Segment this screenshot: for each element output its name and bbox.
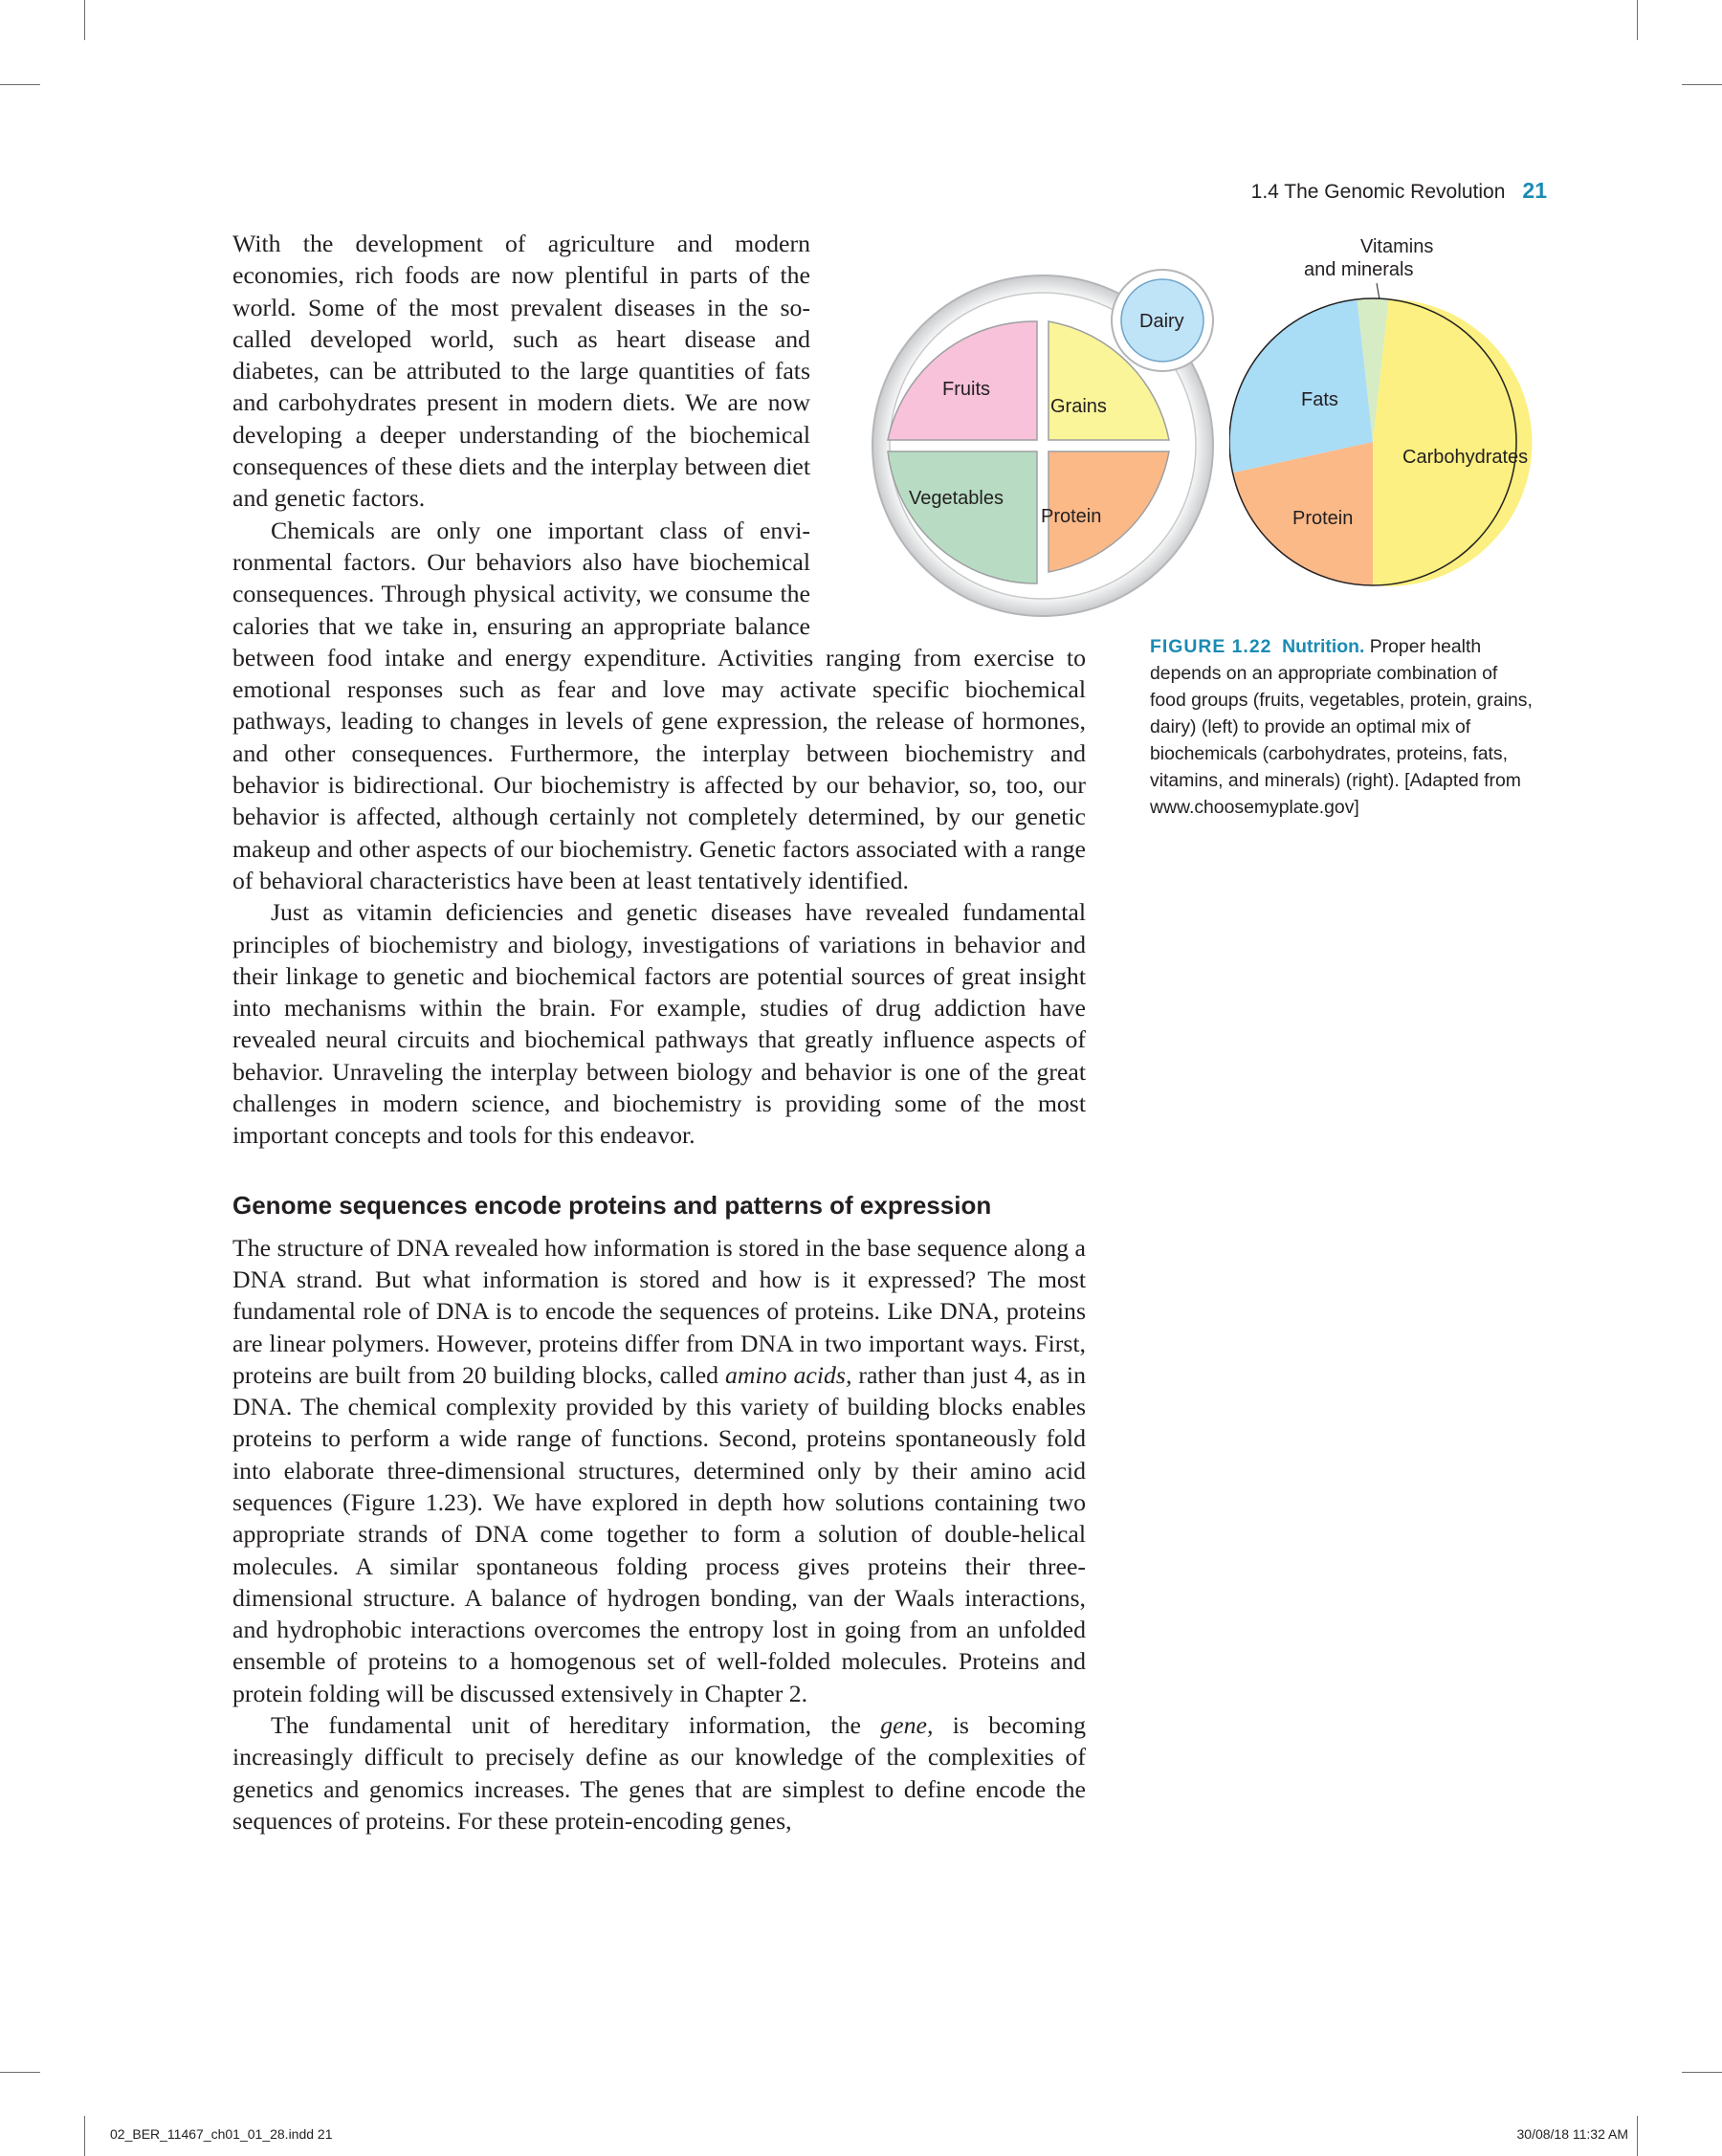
label-fats: Fats [1301, 389, 1338, 410]
paragraph-5-part-1: The fundamental unit of hereditary information, the [271, 1711, 881, 1740]
crop-mark [1682, 84, 1722, 85]
paragraph-4-part-1: The structure of DNA revealed how information is stored in the base sequence along a DNA strand. But what information is stored and how is it expressed? The most fundamental role of DNA is to encode the sequences of proteins. Like DNA, proteins are linear polymers. However, proteins differ from DNA in two important ways. First, proteins are built from 20 building blocks, called [232, 1233, 1086, 1389]
section-heading: Genome sequences encode proteins and patterns of expression [232, 1190, 992, 1220]
body-text [232, 228, 1086, 1837]
paragraph-2: Chemicals are only one important class of environmental factors. Our behaviors also have biochemical consequences. Through physical activity, we consume the calories that we take in, ensuring an appropriate balance between food intake and energy expenditure. Activities ranging from exercise to emotional responses such as fear and love may activate specific biochemical pathways, leading to changes in levels of gene expression, the release of hormones, and other consequences. Furthermore, the interplay between biochemistry and behavior is bidirectional. Our biochemistry is affected by our behavior, so, too, our behavior is affected, although certainly not completely determined, by our genetic makeup and other aspects of our biochemistry. Genetic factors associated with a range of behavioral characteristics have been at least tentatively identified. [232, 516, 1086, 894]
figure-caption [1150, 633, 1537, 821]
paragraph-4 [232, 1232, 1086, 1709]
label-protein-pie: Protein [1292, 508, 1354, 529]
label-vitamins: Vitamins [1360, 236, 1434, 257]
crop-mark [1637, 2116, 1638, 2156]
label-minerals: and minerals [1304, 259, 1414, 280]
nutrient-pie-illustration [1229, 225, 1555, 607]
figure-wrap-space [820, 228, 1086, 639]
running-head-section: 1.4 The Genomic Revolution [1250, 181, 1506, 203]
footer-timestamp: 30/08/18 11:32 AM [1516, 2126, 1628, 2142]
paragraph-5 [232, 1709, 1086, 1837]
label-grains: Grains [1050, 396, 1107, 417]
crop-mark [0, 2072, 40, 2073]
figure-label: FIGURE 1.22 [1150, 636, 1272, 657]
paragraph-3: Just as vitamin deficiencies and genetic diseases have revealed fundamental principles of biochemistry and biology, investigations of variations in behavior and their linkage to genetic and biochemical factors are potential sources of great insight into mechanisms within the brain. For example, studies of drug addiction have revealed neural circuits and biochemical pathways that greatly influence aspects of behavior. Unraveling the interplay between biology and behavior is one of the great challenges in modern science, and biochemistry is providing some of the most important concepts and tools for this endeavor. [232, 898, 1086, 1150]
label-protein-plate: Protein [1041, 506, 1102, 527]
crop-mark [1682, 2072, 1722, 2073]
label-dairy: Dairy [1139, 311, 1184, 332]
figure-caption-text: Proper health depends on an appropriate combination of food groups (fruits, vegetables, protein, grains, dairy) (left) to provide an optimal mix of biochemicals (carbohydrates, proteins, fats, vitamins, and minerals) (right). [Adapted from www.choosemyplate.gov] [1150, 636, 1533, 818]
running-head [1251, 178, 1547, 204]
term-amino-acids: amino acids, [725, 1360, 852, 1389]
label-vegetables: Vegetables [909, 488, 1004, 509]
footer-file-slug: 02_BER_11467_ch01_01_28.indd 21 [110, 2126, 333, 2142]
pie-slice-carbohydrates [1373, 299, 1532, 586]
crop-mark [1637, 0, 1638, 40]
paragraph-5-part-2: is becoming increasingly difficult to precisely define as our knowledge of the complexities of genetics and genomics increases. The genes that are simplest to define encode the sequences of proteins. For these protein-encoding genes, [232, 1711, 1086, 1835]
crop-mark [84, 2116, 85, 2156]
crop-mark [0, 84, 40, 85]
figure-title: Nutrition. [1282, 636, 1365, 657]
page-number: 21 [1522, 178, 1547, 203]
paragraph-1: With the development of agriculture and modern economies, rich foods are now plentiful in parts of the world. Some of the most prevalent diseases in the so-called developed world, such as heart disease and diabetes, can be attributed to the large quantities of fats and carbohydrates present in modern diets. We are now developing a deeper understanding of the biochemical consequences of these diets and the interplay between diet and genetic factors. [232, 230, 810, 513]
crop-mark [84, 0, 85, 40]
label-carbohydrates: Carbohydrates [1402, 447, 1529, 468]
paragraph-4-part-2: rather than just 4, as in DNA. The chemical complexity provided by this variety of building blocks enables proteins to perform a wide range of functions. Second, proteins spontaneously fold into elaborate three-dimensional structures, determined only by their amino acid sequences (Figure 1.23). We have explored in depth how solutions containing two appropriate strands of DNA come together to form a solution of double-helical molecules. A similar spontaneous folding process gives proteins their three-dimensional structure. A balance of hydrogen bonding, van der Waals interactions, and hydrophobic interactions overcomes the entropy lost in going from an unfolded ensemble of proteins to a homogenous set of well-folded molecules. Proteins and protein folding will be discussed extensively in Chapter 2. [232, 1360, 1086, 1707]
label-fruits: Fruits [942, 379, 990, 400]
term-gene: gene, [880, 1711, 934, 1740]
